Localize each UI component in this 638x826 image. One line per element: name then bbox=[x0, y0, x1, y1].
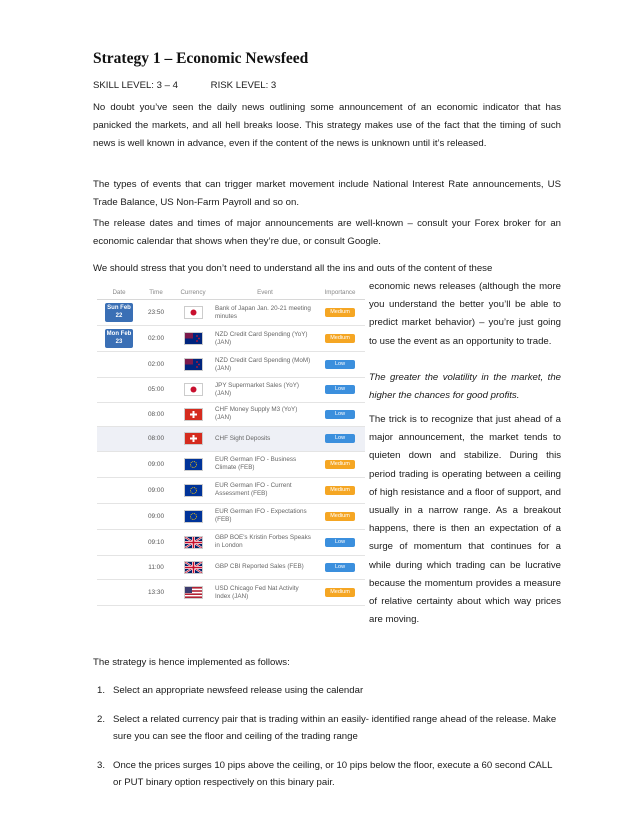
importance-badge: Low bbox=[325, 563, 355, 572]
currency-cell bbox=[171, 484, 215, 497]
currency-cell bbox=[171, 536, 215, 549]
event-cell: NZD Credit Card Spending (MoM) (JAN) bbox=[215, 356, 311, 372]
economic-calendar bbox=[97, 285, 365, 625]
calendar-row bbox=[97, 580, 365, 606]
calendar-row bbox=[97, 504, 365, 530]
event-cell: NZD Credit Card Spending (YoY) (JAN) bbox=[215, 330, 308, 346]
time-cell: 09:00 bbox=[148, 460, 164, 468]
currency-cell bbox=[171, 383, 215, 396]
step-item bbox=[93, 682, 561, 699]
time-cell: 05:00 bbox=[148, 386, 164, 394]
date-cell bbox=[97, 303, 141, 322]
event-cell: EUR German IFO - Current Assessment (FEB) bbox=[215, 482, 292, 497]
paragraph-trick: The trick is to recognize that just ahead of a major announcement, the market tends to quieten down and stabilize. During this period trading is operating between a ceiling of high resistance and a floor of support, and usually in a narrow range. As a breakout happens, there is then an expectation of a surge of momentum that continues for a while during which trading can be lucrative because the momentum provides a measure of relative certainty about which way prices are moving. bbox=[369, 414, 561, 626]
step-item bbox=[93, 711, 561, 745]
event-cell: JPY Supermarket Sales (YoY) (JAN) bbox=[215, 381, 299, 397]
importance-cell bbox=[315, 588, 365, 597]
strategy-steps bbox=[93, 682, 561, 803]
currency-cell bbox=[171, 408, 215, 421]
eu-flag-icon bbox=[184, 484, 203, 497]
time-cell: 11:00 bbox=[148, 563, 164, 571]
date-badge: Mon Feb 23 bbox=[105, 329, 133, 348]
paragraph-stress-lead: We should stress that you don’t need to understand all the ins and outs of the content of these bbox=[93, 263, 493, 274]
event-cell: GBP BOE's Kristin Forbes Speaks in London bbox=[215, 534, 311, 549]
calendar-rows bbox=[97, 300, 365, 606]
header-importance: Importance bbox=[324, 288, 356, 296]
importance-cell bbox=[315, 410, 365, 419]
event-cell: EUR German IFO - Expectations (FEB) bbox=[215, 508, 307, 523]
time-cell: 02:00 bbox=[148, 335, 164, 342]
calendar-row bbox=[97, 530, 365, 556]
importance-cell bbox=[315, 360, 365, 369]
importance-badge: Medium bbox=[325, 460, 355, 469]
calendar-row bbox=[97, 452, 365, 478]
importance-badge: Low bbox=[325, 538, 355, 547]
date-cell bbox=[97, 329, 141, 348]
step-text: Select a related currency pair that is trading within an easily- identified range ahead of the release. Make sure you can see the floor and ceiling of the trading range bbox=[113, 714, 557, 742]
levels-line bbox=[93, 80, 276, 91]
gb-flag-icon bbox=[184, 561, 203, 574]
event-cell: Bank of Japan Jan. 20-21 meeting minutes bbox=[215, 304, 311, 320]
importance-cell bbox=[315, 486, 365, 495]
step-number: 3. bbox=[97, 760, 106, 771]
page-title: Strategy 1 – Economic Newsfeed bbox=[93, 50, 309, 67]
paragraph-implementation: The strategy is hence implemented as follows: bbox=[93, 657, 290, 668]
paragraph-release-dates: The release dates and times of major announcements are well-known – consult your Forex broker for an economic calendar that shows when they’re due, or consult Google. bbox=[93, 218, 561, 248]
currency-cell bbox=[171, 432, 215, 445]
importance-cell bbox=[315, 512, 365, 521]
step-item bbox=[93, 757, 561, 791]
ch-flag-icon bbox=[184, 432, 203, 445]
header-event: Event bbox=[257, 288, 273, 296]
calendar-row bbox=[97, 352, 365, 378]
importance-cell bbox=[315, 334, 365, 343]
calendar-row bbox=[97, 556, 365, 581]
paragraph-intro: No doubt you’ve seen the daily news outlining some announcement of an economic indicator that has panicked the markets, and all hell breaks loose. This strategy makes use of the fact that the timing of such news is well known in advance, even if the content of the news is unknown until it’s released. bbox=[93, 102, 561, 150]
calendar-row bbox=[97, 378, 365, 403]
paragraph-stress-right: economic news releases (although the more you understand the better you’ll be able to predict market behavior) – you’re just going to use the event as an opportunity to trade. bbox=[369, 281, 561, 347]
importance-badge: Low bbox=[325, 360, 355, 369]
event-cell: GBP CBI Reported Sales (FEB) bbox=[215, 563, 304, 571]
importance-badge: Medium bbox=[325, 588, 355, 597]
time-cell: 08:00 bbox=[148, 410, 164, 418]
importance-cell bbox=[315, 538, 365, 547]
importance-badge: Medium bbox=[325, 334, 355, 343]
skill-level: SKILL LEVEL: 3 – 4 bbox=[93, 80, 178, 91]
importance-cell bbox=[315, 385, 365, 394]
jp-flag-icon bbox=[184, 306, 203, 319]
header-date: Date bbox=[112, 288, 126, 296]
calendar-row bbox=[97, 326, 365, 352]
us-flag-icon bbox=[184, 586, 203, 599]
importance-badge: Medium bbox=[325, 512, 355, 521]
time-cell: 09:00 bbox=[148, 486, 164, 494]
date-badge: Sun Feb 22 bbox=[105, 303, 133, 322]
importance-cell bbox=[315, 563, 365, 572]
step-number: 2. bbox=[97, 714, 106, 725]
currency-cell bbox=[171, 358, 215, 371]
time-cell: 02:00 bbox=[148, 361, 164, 368]
nz-flag-icon bbox=[184, 358, 203, 371]
importance-cell bbox=[315, 460, 365, 469]
gb-flag-icon bbox=[184, 536, 203, 549]
calendar-header bbox=[97, 285, 365, 300]
calendar-row bbox=[97, 427, 365, 452]
step-text: Select an appropriate newsfeed release using the calendar bbox=[113, 685, 364, 696]
calendar-row bbox=[97, 478, 365, 504]
currency-cell bbox=[171, 458, 215, 471]
importance-badge: Low bbox=[325, 385, 355, 394]
event-cell: USD Chicago Fed Nat Activity Index (JAN) bbox=[215, 584, 299, 600]
time-cell: 23:50 bbox=[148, 309, 164, 316]
event-cell: EUR German IFO - Business Climate (FEB) bbox=[215, 456, 297, 471]
importance-cell bbox=[315, 308, 365, 317]
currency-cell bbox=[171, 332, 215, 345]
time-cell: 09:00 bbox=[148, 512, 164, 520]
calendar-row bbox=[97, 300, 365, 326]
time-cell: 09:10 bbox=[148, 538, 164, 546]
currency-cell bbox=[171, 561, 215, 574]
time-cell: 08:00 bbox=[148, 435, 164, 443]
importance-cell bbox=[315, 434, 365, 443]
currency-cell bbox=[171, 306, 215, 319]
eu-flag-icon bbox=[184, 458, 203, 471]
paragraph-volatility: The greater the volatility in the market, the higher the chances for good profits. bbox=[369, 372, 561, 402]
time-cell: 13:30 bbox=[148, 589, 164, 596]
header-currency: Currency bbox=[180, 288, 206, 296]
step-text: Once the prices surges 10 pips above the ceiling, or 10 pips below the floor, execute a 60 second CALL or PUT binary option respectively on this binary pair. bbox=[113, 760, 553, 788]
event-cell: CHF Sight Deposits bbox=[215, 434, 271, 442]
risk-level: RISK LEVEL: 3 bbox=[210, 80, 277, 91]
importance-badge: Medium bbox=[325, 308, 355, 317]
paragraph-events: The types of events that can trigger market movement include National Interest Rate announcements, US Trade Balance, US Non-Farm Payroll and so on. bbox=[93, 179, 561, 209]
header-time: Time bbox=[149, 288, 163, 296]
step-number: 1. bbox=[97, 685, 106, 696]
importance-badge: Medium bbox=[325, 486, 355, 495]
currency-cell bbox=[171, 510, 215, 523]
calendar-row bbox=[97, 403, 365, 428]
currency-cell bbox=[171, 586, 215, 599]
eu-flag-icon bbox=[184, 510, 203, 523]
jp-flag-icon bbox=[184, 383, 203, 396]
event-cell: CHF Money Supply M3 (YoY) (JAN) bbox=[215, 406, 298, 422]
ch-flag-icon bbox=[184, 408, 203, 421]
nz-flag-icon bbox=[184, 332, 203, 345]
importance-badge: Low bbox=[325, 434, 355, 443]
importance-badge: Low bbox=[325, 410, 355, 419]
